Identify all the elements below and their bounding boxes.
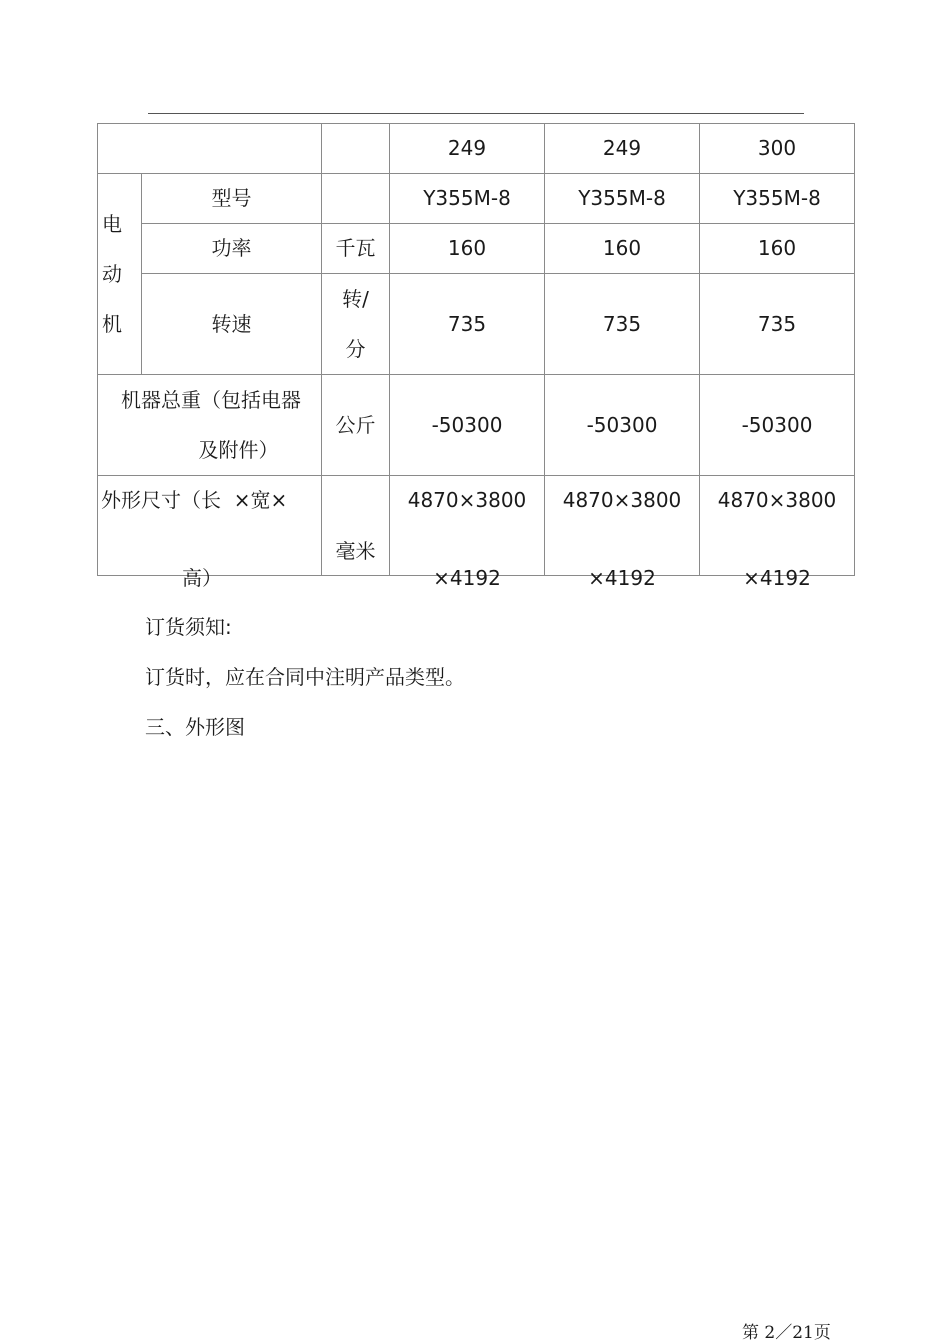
table-row	[98, 124, 855, 174]
speed-unit	[322, 274, 390, 375]
motor-char: 机	[102, 312, 122, 336]
dimension-line2: ×4192	[743, 566, 811, 590]
table-row	[98, 476, 855, 576]
value-cell: 300	[700, 124, 855, 174]
speed-unit-line1: 转/	[342, 287, 369, 311]
value-cell: 160	[390, 224, 545, 274]
value-cell: 160	[700, 224, 855, 274]
value-cell: 735	[700, 274, 855, 375]
weight-label	[98, 375, 322, 476]
dimension-line1: 4870×3800	[407, 488, 527, 512]
motor-char: 动	[102, 262, 122, 286]
value-cell: 735	[390, 274, 545, 375]
motor-group-cell	[98, 174, 142, 375]
power-label: 功率	[142, 224, 322, 274]
speed-label: 转速	[142, 274, 322, 375]
dimension-line2: ×4192	[433, 566, 501, 590]
value-cell: -50300	[545, 375, 700, 476]
value-cell: -50300	[700, 375, 855, 476]
dimension-line1: 4870×3800	[562, 488, 682, 512]
dimensions-label-line2: 高）	[182, 566, 222, 590]
dimensions-unit: 毫米	[322, 476, 390, 576]
speed-unit-line2: 分	[345, 337, 366, 361]
value-cell: Y355M-8	[545, 174, 700, 224]
dimensions-label-line1: 外形尺寸（长 ×宽×	[101, 488, 288, 512]
header-rule	[148, 113, 804, 114]
value-cell: 735	[545, 274, 700, 375]
order-notes-heading: 订货须知:	[145, 615, 232, 639]
table-row	[98, 174, 855, 224]
section-heading: 三、外形图	[145, 715, 245, 739]
model-label: 型号	[142, 174, 322, 224]
table-row	[98, 224, 855, 274]
table-row	[98, 375, 855, 476]
value-cell: 249	[545, 124, 700, 174]
table-row	[98, 274, 855, 375]
page-number: 第 2／21页	[742, 1323, 831, 1343]
weight-label-line1: 机器总重（包括电器	[121, 388, 301, 412]
dimension-value-cell	[390, 476, 545, 590]
spec-table	[97, 123, 855, 590]
dimension-line1: 4870×3800	[717, 488, 837, 512]
value-cell: Y355M-8	[700, 174, 855, 224]
dimension-value-cell	[700, 476, 855, 590]
motor-char: 电	[102, 212, 122, 236]
value-cell: 160	[545, 224, 700, 274]
dimension-line2: ×4192	[588, 566, 656, 590]
value-cell: 249	[390, 124, 545, 174]
value-cell: -50300	[390, 375, 545, 476]
power-unit: 千瓦	[322, 224, 390, 274]
weight-label-line2: 及附件）	[198, 438, 279, 462]
order-notes-body: 订货时，应在合同中注明产品类型。	[145, 665, 465, 689]
empty-cell	[98, 124, 322, 174]
weight-unit: 公斤	[322, 375, 390, 476]
dimensions-label	[98, 476, 322, 590]
dimension-value-cell	[545, 476, 700, 590]
model-unit	[322, 174, 390, 224]
value-cell: Y355M-8	[390, 174, 545, 224]
empty-cell	[322, 124, 390, 174]
